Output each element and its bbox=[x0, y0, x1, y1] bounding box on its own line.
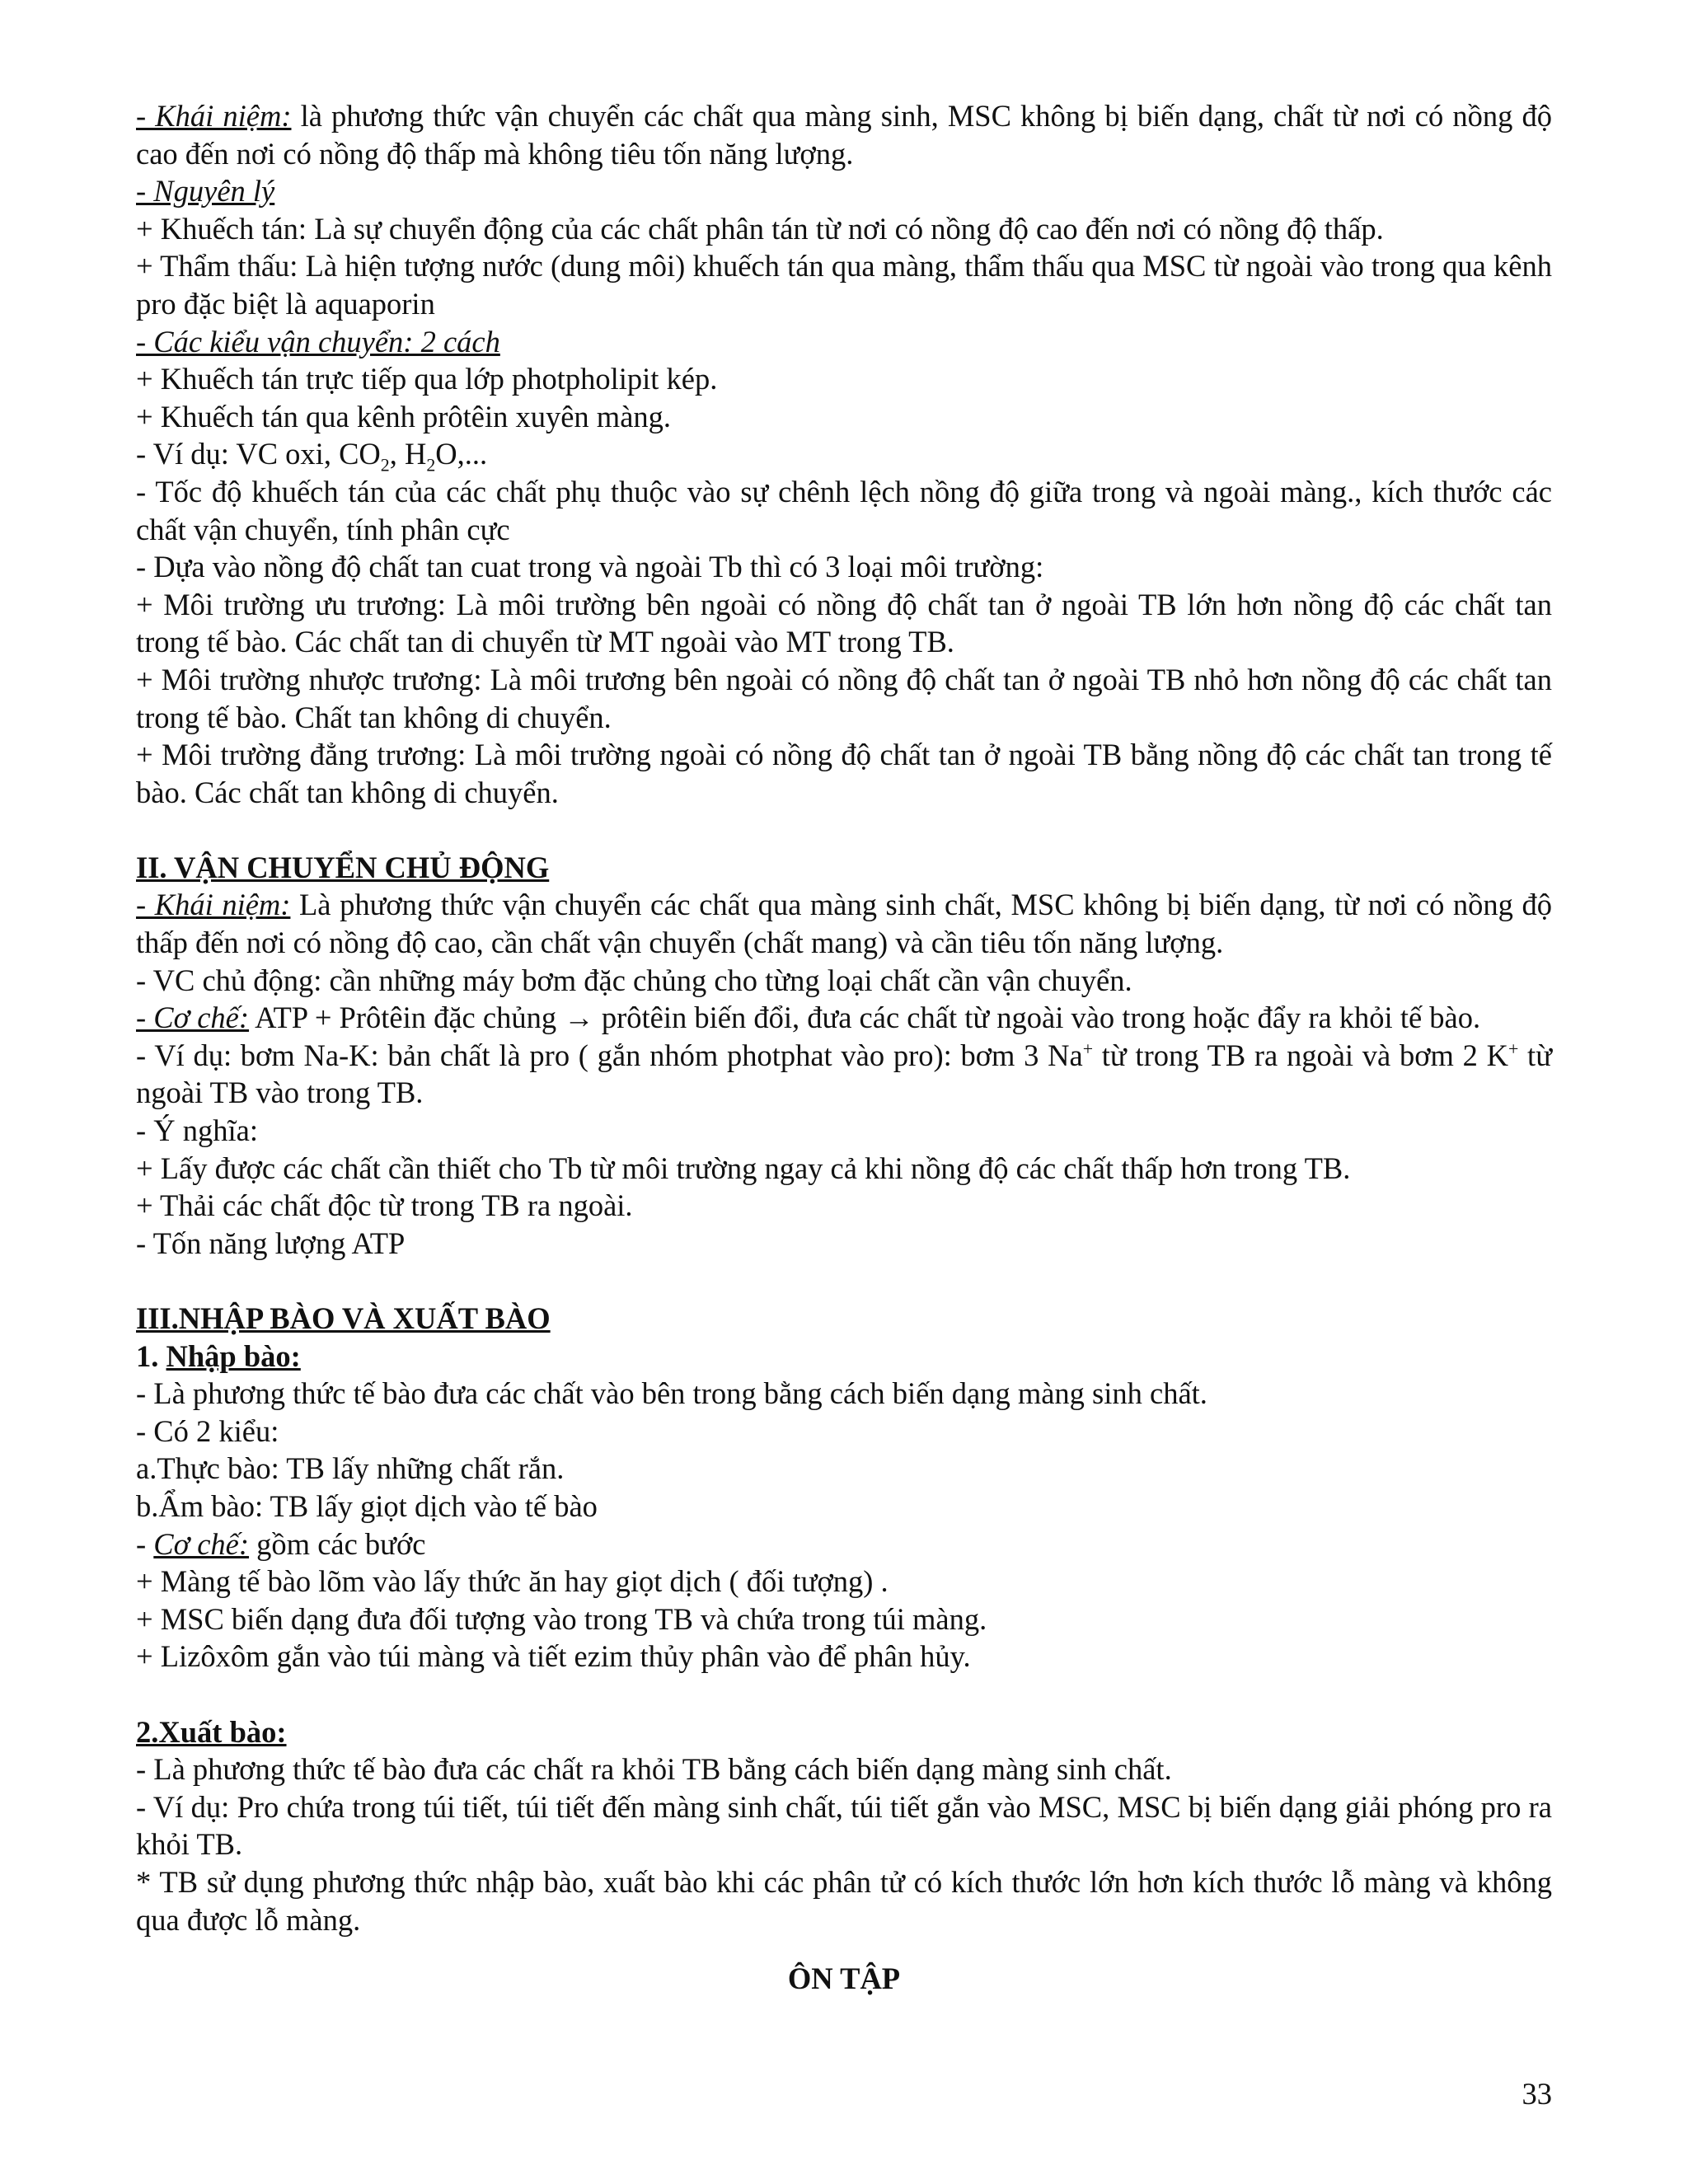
section-heading-endo-exocytosis: III.NHẬP BÀO VÀ XUẤT BÀO bbox=[136, 1301, 551, 1335]
channel-diffusion-line: + Khuếch tán qua kênh prôtêin xuyên màng. bbox=[136, 399, 672, 434]
hypotonic-line: + Môi trường nhược trương: Là môi trương bên ngoài có nồng độ chất tan ở ngoài TB nhỏ hơn nồng độ các chất tan trong tế bào. Chất tan không di chuyển. bbox=[136, 662, 1552, 734]
exocytosis-example: - Ví dụ: Pro chứa trong túi tiết, túi tiết đến màng sinh chất, túi tiết gắn vào MSC, MSC bị biến dạng giải phóng pro ra khỏi TB. bbox=[136, 1789, 1552, 1862]
exocytosis-note: * TB sử dụng phương thức nhập bào, xuất bào khi các phân tử có kích thước lớn hơn kích thước lỗ màng và không qua được lỗ màng. bbox=[136, 1864, 1552, 1937]
atp-cost-line: - Tốn năng lượng ATP bbox=[136, 1226, 406, 1260]
document-body bbox=[136, 97, 1552, 1998]
mechanism-paragraph: - Cơ chế: ATP + Prôtêin đặc chủng → prôtêin biến đổi, đưa các chất từ ngoài vào trong hoặc đẩy ra khỏi tế bào. bbox=[136, 1001, 1481, 1035]
environment-types-line: - Dựa vào nồng độ chất tan cuat trong và ngoài Tb thì có 3 loại môi trường: bbox=[136, 550, 1044, 584]
review-title: ÔN TẬP bbox=[787, 1961, 901, 1996]
example-line: - Ví dụ: VC oxi, $CO_2$, $H_2O$,... bbox=[136, 437, 488, 476]
subheading-endocytosis: 1. Nhập bào: bbox=[136, 1338, 301, 1373]
pinocytosis-line: b.Ẩm bào: TB lấy giọt dịch vào tế bào bbox=[136, 1488, 598, 1523]
endocytosis-definition: - Là phương thức tế bào đưa các chất vào bên trong bằng cách biến dạng màng sinh chất. bbox=[136, 1376, 1207, 1411]
exocytosis-definition: - Là phương thức tế bào đưa các chất ra khỏi TB bằng cách biến dạng màng sinh chất. bbox=[136, 1752, 1172, 1787]
significance-item-1: + Lấy được các chất cần thiết cho Tb từ môi trường ngay cả khi nồng độ các chất thấp hơn trong TB. bbox=[136, 1151, 1351, 1185]
endocytosis-mechanism-label: - Cơ chế: gồm các bước bbox=[136, 1526, 426, 1561]
endocytosis-types: - Có 2 kiểu: bbox=[136, 1413, 279, 1448]
spacer bbox=[136, 1262, 1552, 1300]
mechanism-step-2: + MSC biến dạng đưa đối tượng vào trong TB và chứa trong túi màng. bbox=[136, 1601, 987, 1636]
phagocytosis-line: a.Thực bào: TB lấy những chất rắn. bbox=[136, 1451, 565, 1486]
definition-paragraph: - Khái niệm: là phương thức vận chuyển các chất qua màng sinh, MSC không bị biến dạng, chất từ nơi có nồng độ cao đến nơi có nồng độ thấp mà không tiêu tốn năng lượng. bbox=[136, 99, 1552, 171]
significance-item-2: + Thải các chất độc từ trong TB ra ngoài. bbox=[136, 1188, 633, 1223]
spacer bbox=[136, 1675, 1552, 1713]
isotonic-line: + Môi trường đẳng trương: Là môi trường ngoài có nồng độ chất tan ở ngoài TB bằng nồng độ các chất tan trong tế bào. Các chất tan không di chuyển. bbox=[136, 738, 1552, 809]
sodium-potassium-example: - Ví dụ: bơm Na-K: bản chất là pro ( gắn nhóm photphat vào pro): bơm 3 Na+ từ trong TB ra ngoài và bơm 2 K+ từ ngoài TB vào trong TB. bbox=[136, 1038, 1552, 1110]
spacer bbox=[136, 811, 1552, 849]
section-heading-active-transport: II. VẬN CHUYỂN CHỦ ĐỘNG bbox=[136, 850, 550, 884]
principle-label: - Nguyên lý bbox=[136, 174, 275, 209]
definition-label: - Khái niệm: bbox=[136, 99, 292, 133]
mechanism-step-1: + Màng tế bào lõm vào lấy thức ăn hay giọt dịch ( đối tượng) . bbox=[136, 1564, 889, 1599]
diffusion-line: + Khuếch tán: Là sự chuyển động của các chất phân tán từ nơi có nồng độ cao đến nơi có nồng độ thấp. bbox=[136, 211, 1384, 246]
direct-diffusion-line: + Khuếch tán trực tiếp qua lớp photpholipit kép. bbox=[136, 362, 718, 396]
active-pump-line: - VC chủ động: cần những máy bơm đặc chủng cho từng loại chất cần vận chuyển. bbox=[136, 963, 1132, 997]
mechanism-step-3: + Lizôxôm gắn vào túi màng và tiết ezim thủy phân vào để phân hủy. bbox=[136, 1639, 971, 1674]
active-definition-paragraph: - Khái niệm: Là phương thức vận chuyển các chất qua màng sinh chất, MSC không bị biến dạng, từ nơi có nồng độ thấp đến nơi có nồng độ cao, cần chất vận chuyển (chất mang) và cần tiêu tốn năng lượng. bbox=[136, 888, 1552, 960]
hypertonic-line: + Môi trường ưu trương: Là môi trường bên ngoài có nồng độ chất tan ở ngoài TB lớn hơn nồng độ các chất tan trong tế bào. Các chất tan di chuyển từ MT ngoài vào MT trong TB. bbox=[136, 587, 1552, 659]
significance-label: - Ý nghĩa: bbox=[136, 1113, 258, 1148]
transport-types-label: - Các kiểu vận chuyển: 2 cách bbox=[136, 324, 500, 359]
page-number: 33 bbox=[1522, 2077, 1552, 2111]
subheading-exocytosis: 2.Xuất bào: bbox=[136, 1714, 287, 1749]
diffusion-rate-line: - Tốc độ khuếch tán của các chất phụ thuộc vào sự chênh lệch nồng độ giữa trong và ngoài màng., kích thước các chất vận chuyển, tính phân cực bbox=[136, 474, 1552, 546]
osmosis-line: + Thẩm thấu: Là hiện tượng nước (dung môi) khuếch tán qua màng, thẩm thấu qua MSC từ ngoài vào trong qua kênh pro đặc biệt là aquaporin bbox=[136, 249, 1552, 321]
